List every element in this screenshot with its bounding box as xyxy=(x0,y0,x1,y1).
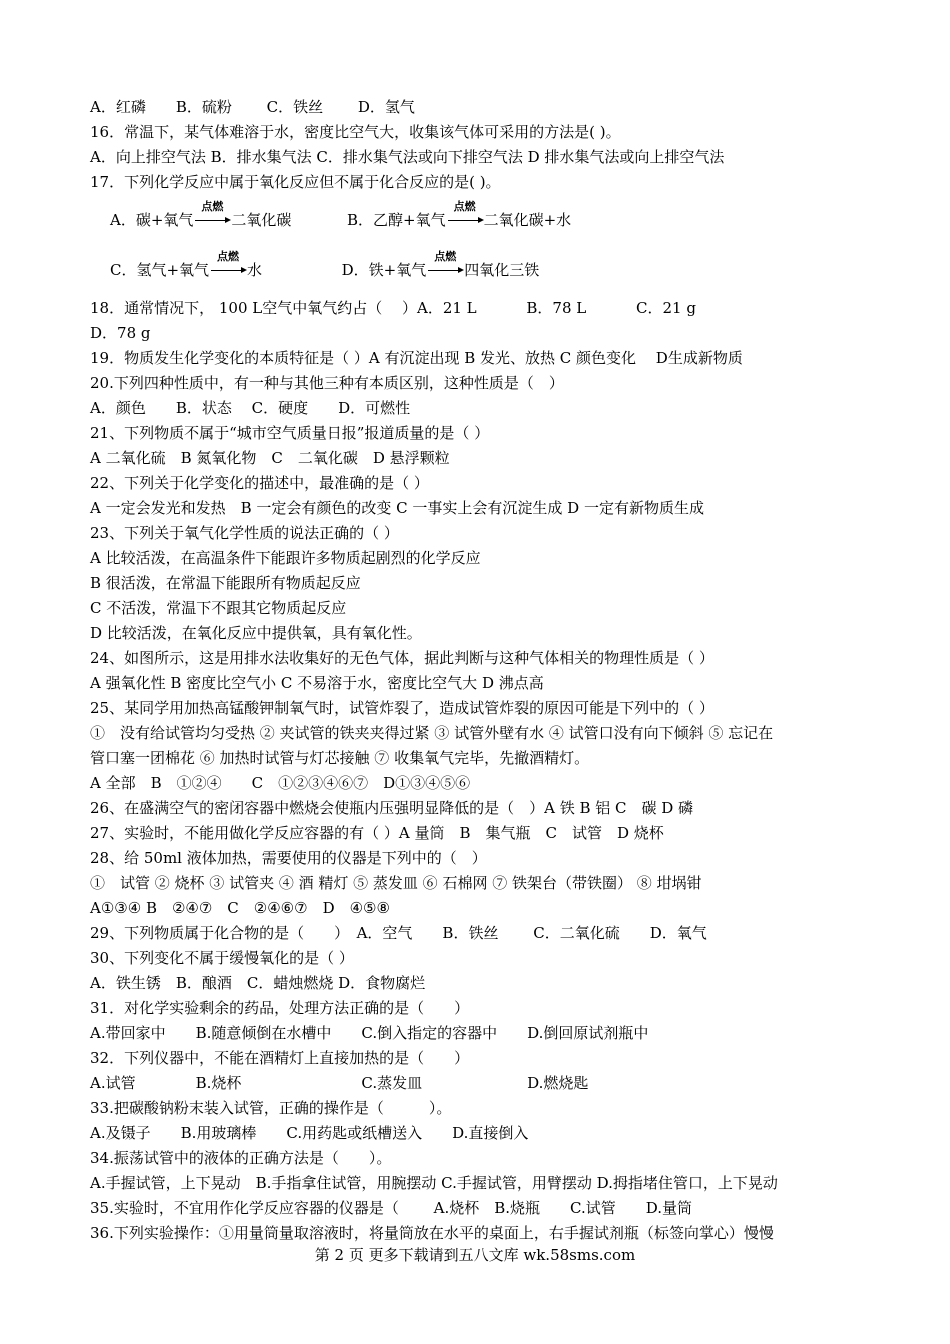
question-24: 24、如图所示，这是用排水法收集好的无色气体，据此判断与这种气体相关的物理性质是（ ） xyxy=(90,649,714,667)
option-23-b: B 很活泼，在常温下能跟所有物质起反应 xyxy=(90,574,361,592)
options-24: A 强氧化性 B 密度比空气小 C 不易溶于水，密度比空气大 D 沸点高 xyxy=(90,674,544,692)
options-30: A．铁生锈 B．酿酒 C．蜡烛燃烧 D．食物腐烂 xyxy=(90,974,426,992)
question-27: 27、实验时，不能用做化学反应容器的有（ ）A 量筒 B 集气瓶 C 试管 D 烧杯 xyxy=(90,824,664,842)
options-25: A 全部 B ①②④ C ①②③④⑥⑦ D①③④⑤⑥ xyxy=(90,774,471,792)
options-34: A.手握试管，上下晃动 B.手指拿住试管，用腕摆动 C.手握试管，用臂摆动 D.拇指堵住管口，上下晃动 xyxy=(90,1174,778,1192)
question-20: 20.下列四种性质中，有一种与其他三种有本质区别，这种性质是（ ） xyxy=(90,374,564,392)
question-28: 28、给 50ml 液体加热，需要使用的仪器是下列中的（ ） xyxy=(90,849,487,867)
options-20: A．颜色 B．状态 C．硬度 D．可燃性 xyxy=(90,399,411,417)
reaction-arrow: 点燃 xyxy=(209,260,247,280)
question-34: 34.振荡试管中的液体的正确方法是（ ）。 xyxy=(90,1149,392,1167)
question-25: 25、某同学用加热高锰酸钾制氧气时，试管炸裂了，造成试管炸裂的原因可能是下列中的（ ） xyxy=(90,699,714,717)
reaction-row-ab xyxy=(110,200,572,230)
reaction-c-right: 水 xyxy=(247,261,263,279)
reaction-a-left: A．碳+氧气 xyxy=(110,211,194,229)
question-35: 35.实验时，不宜用作化学反应容器的仪器是（ A.烧杯 B.烧瓶 C.试管 D.量筒 xyxy=(90,1199,692,1217)
question-16: 16．常温下，某气体难溶于水，密度比空气大，收集该气体可采用的方法是( )。 xyxy=(90,123,621,141)
options-16: A．向上排空气法 B．排水集气法 C．排水集气法或向下排空气法 D 排水集气法或向上排空气法 xyxy=(90,148,725,166)
options-22: A 一定会发光和发热 B 一定会有颜色的改变 C 一事实上会有沉淀生成 D 一定有新物质生成 xyxy=(90,499,704,517)
question-19: 19．物质发生化学变化的本质特征是（ ）A 有沉淀出现 B 发光、放热 C 颜色变化 D生成新物质 xyxy=(90,349,743,367)
question-18: 18．通常情况下， 100 L空气中氧气约占（ ）A．21 L B．78 L C．21 g xyxy=(90,299,696,317)
items-25-line-1: ① 没有给试管均匀受热 ② 夹试管的铁夹夹得过紧 ③ 试管外壁有水 ④ 试管口没有向下倾斜 ⑤ 忘记在 xyxy=(90,724,774,742)
option-23-c: C 不活泼，常温下不跟其它物质起反应 xyxy=(90,599,347,617)
items-28: ① 试管 ② 烧杯 ③ 试管夹 ④ 酒 精灯 ⑤ 蒸发皿 ⑥ 石棉网 ⑦ 铁架台（带铁圈） ⑧ 坩埚钳 xyxy=(90,874,702,892)
question-23: 23、下列关于氧气化学性质的说法正确的（ ） xyxy=(90,524,399,542)
reaction-row-cd xyxy=(110,250,540,280)
reaction-arrow: 点燃 xyxy=(446,210,484,230)
options-line-15: A．红磷 B．硫粉 C．铁丝 D．氢气 xyxy=(90,98,415,116)
question-30: 30、下列变化不属于缓慢氧化的是（ ） xyxy=(90,949,354,967)
question-36: 36.下列实验操作：①用量筒量取溶液时，将量筒放在水平的桌面上，右手握试剂瓶（标签向掌心）慢慢 xyxy=(90,1224,774,1242)
reaction-a-right: 二氧化碳 xyxy=(231,211,292,229)
reaction-b-left: B．乙醇+氧气 xyxy=(346,211,446,229)
question-33: 33.把碳酸钠粉末装入试管，正确的操作是（ ）。 xyxy=(90,1099,452,1117)
reaction-b-right: 二氧化碳+水 xyxy=(483,211,572,229)
reaction-c-left: C．氢气+氧气 xyxy=(110,261,210,279)
question-22: 22、下列关于化学变化的描述中，最准确的是（ ） xyxy=(90,474,429,492)
reaction-d-left: D．铁+氧气 xyxy=(341,261,427,279)
reaction-d-right: 四氧化三铁 xyxy=(464,261,540,279)
question-17: 17．下列化学反应中属于氧化反应但不属于化合反应的是( )。 xyxy=(90,173,501,191)
question-31: 31．对化学实验剩余的药品，处理方法正确的是（ ） xyxy=(90,999,470,1017)
reaction-arrow: 点燃 xyxy=(193,210,231,230)
question-21: 21、下列物质不属于“城市空气质量日报”报道质量的是（ ） xyxy=(90,424,490,442)
question-26: 26、在盛满空气的密闭容器中燃烧会使瓶内压强明显降低的是（ ）A 铁 B 铝 C 碳 D 磷 xyxy=(90,799,694,817)
option-23-a: A 比较活泼，在高温条件下能跟许多物质起剧烈的化学反应 xyxy=(90,549,481,567)
options-33: A.及镊子 B.用玻璃棒 C.用药匙或纸槽送入 D.直接倒入 xyxy=(90,1124,529,1142)
reaction-arrow: 点燃 xyxy=(426,260,464,280)
option-23-d: D 比较活泼，在氧化反应中提供氧，具有氧化性。 xyxy=(90,624,422,642)
question-32: 32．下列仪器中，不能在酒精灯上直接加热的是（ ） xyxy=(90,1049,470,1067)
question-29: 29、下列物质属于化合物的是（ ） A．空气 B．铁丝 C．二氧化硫 D．氧气 xyxy=(90,924,707,942)
page-footer: 第 2 页 更多下载请到五八文库 wk.58sms.com xyxy=(314,1246,636,1264)
options-21: A 二氧化硫 B 氮氧化物 C 二氧化碳 D 悬浮颗粒 xyxy=(90,449,450,467)
options-31: A.带回家中 B.随意倾倒在水槽中 C.倒入指定的容器中 D.倒回原试剂瓶中 xyxy=(90,1024,649,1042)
options-18-d: D．78 g xyxy=(90,324,151,342)
items-25-line-2: 管口塞一团棉花 ⑥ 加热时试管与灯芯接触 ⑦ 收集氧气完毕，先撤酒精灯。 xyxy=(90,749,590,767)
options-28: A①③④ B ②④⑦ C ②④⑥⑦ D ④⑤⑧ xyxy=(90,899,390,917)
options-32: A.试管 B.烧杯 C.蒸发皿 D.燃烧匙 xyxy=(90,1074,589,1092)
